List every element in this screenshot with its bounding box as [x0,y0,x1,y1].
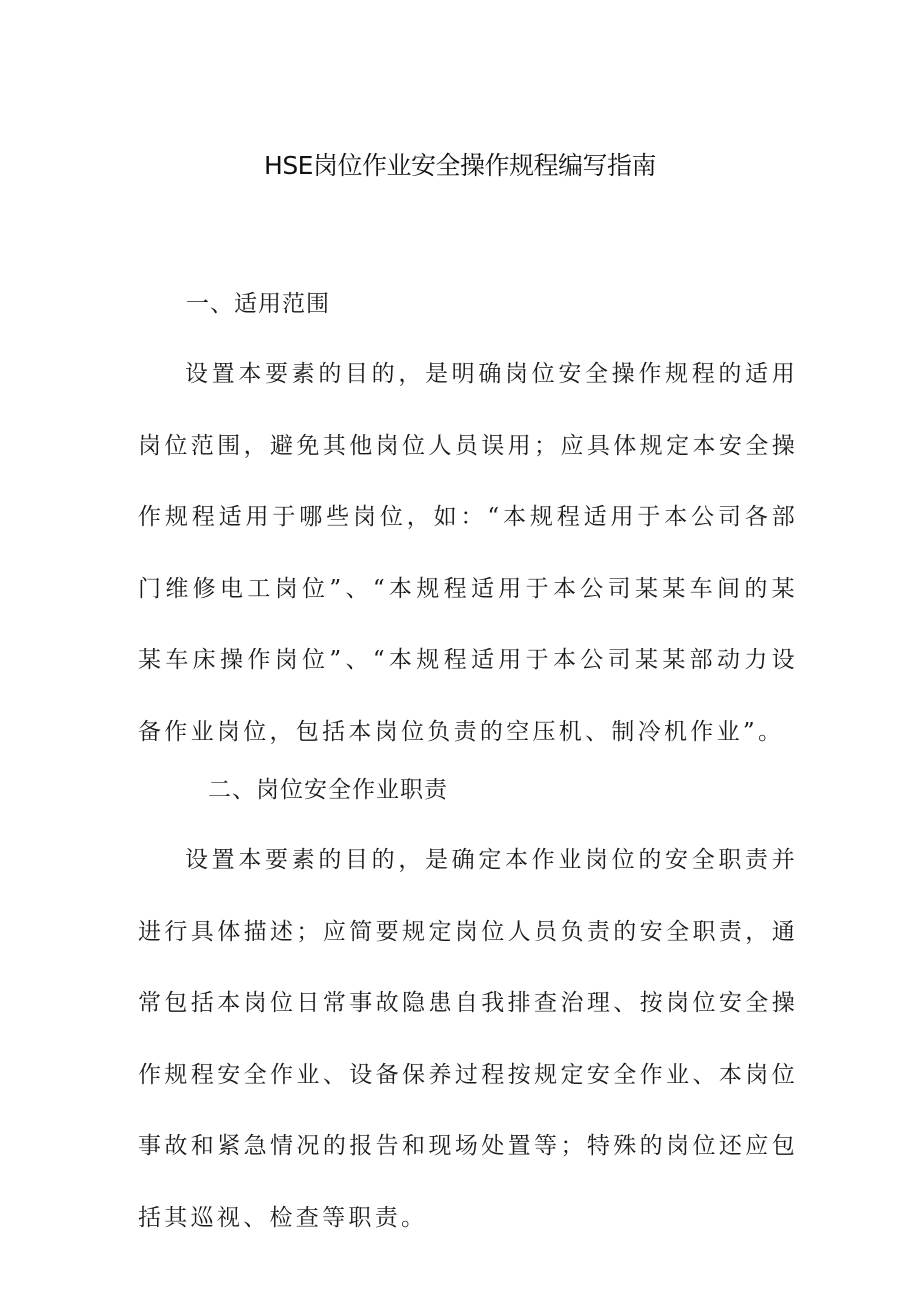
document-title: HSE岗位作业安全操作规程编写指南 [264,151,656,180]
section-paragraph-scope: 设置本要素的目的，是明确岗位安全操作规程的适用岗位范围，避免其他岗位人员误用；应具体规定本安全操作规程适用于哪些岗位，如：“本规程适用于本公司各部门维修电工岗位”、“本规程适用于本公司某某车间的某某车床操作岗位”、“本规程适用于本公司某某部动力设备作业岗位，包括本岗位负责的空压机、制冷机作业”。 [138,361,798,745]
section-heading-duties: 二、岗位安全作业职责 [208,777,448,803]
section-heading-scope: 一、适用范围 [186,291,330,317]
section-paragraph-duties: 设置本要素的目的，是确定本作业岗位的安全职责并进行具体描述；应简要规定岗位人员负责的安全职责，通常包括本岗位日常事故隐患自我排查治理、按岗位安全操作规程安全作业、设备保养过程按规定安全作业、本岗位事故和紧急情况的报告和现场处置等；特殊的岗位还应包括其巡视、检查等职责。 [138,847,798,1231]
